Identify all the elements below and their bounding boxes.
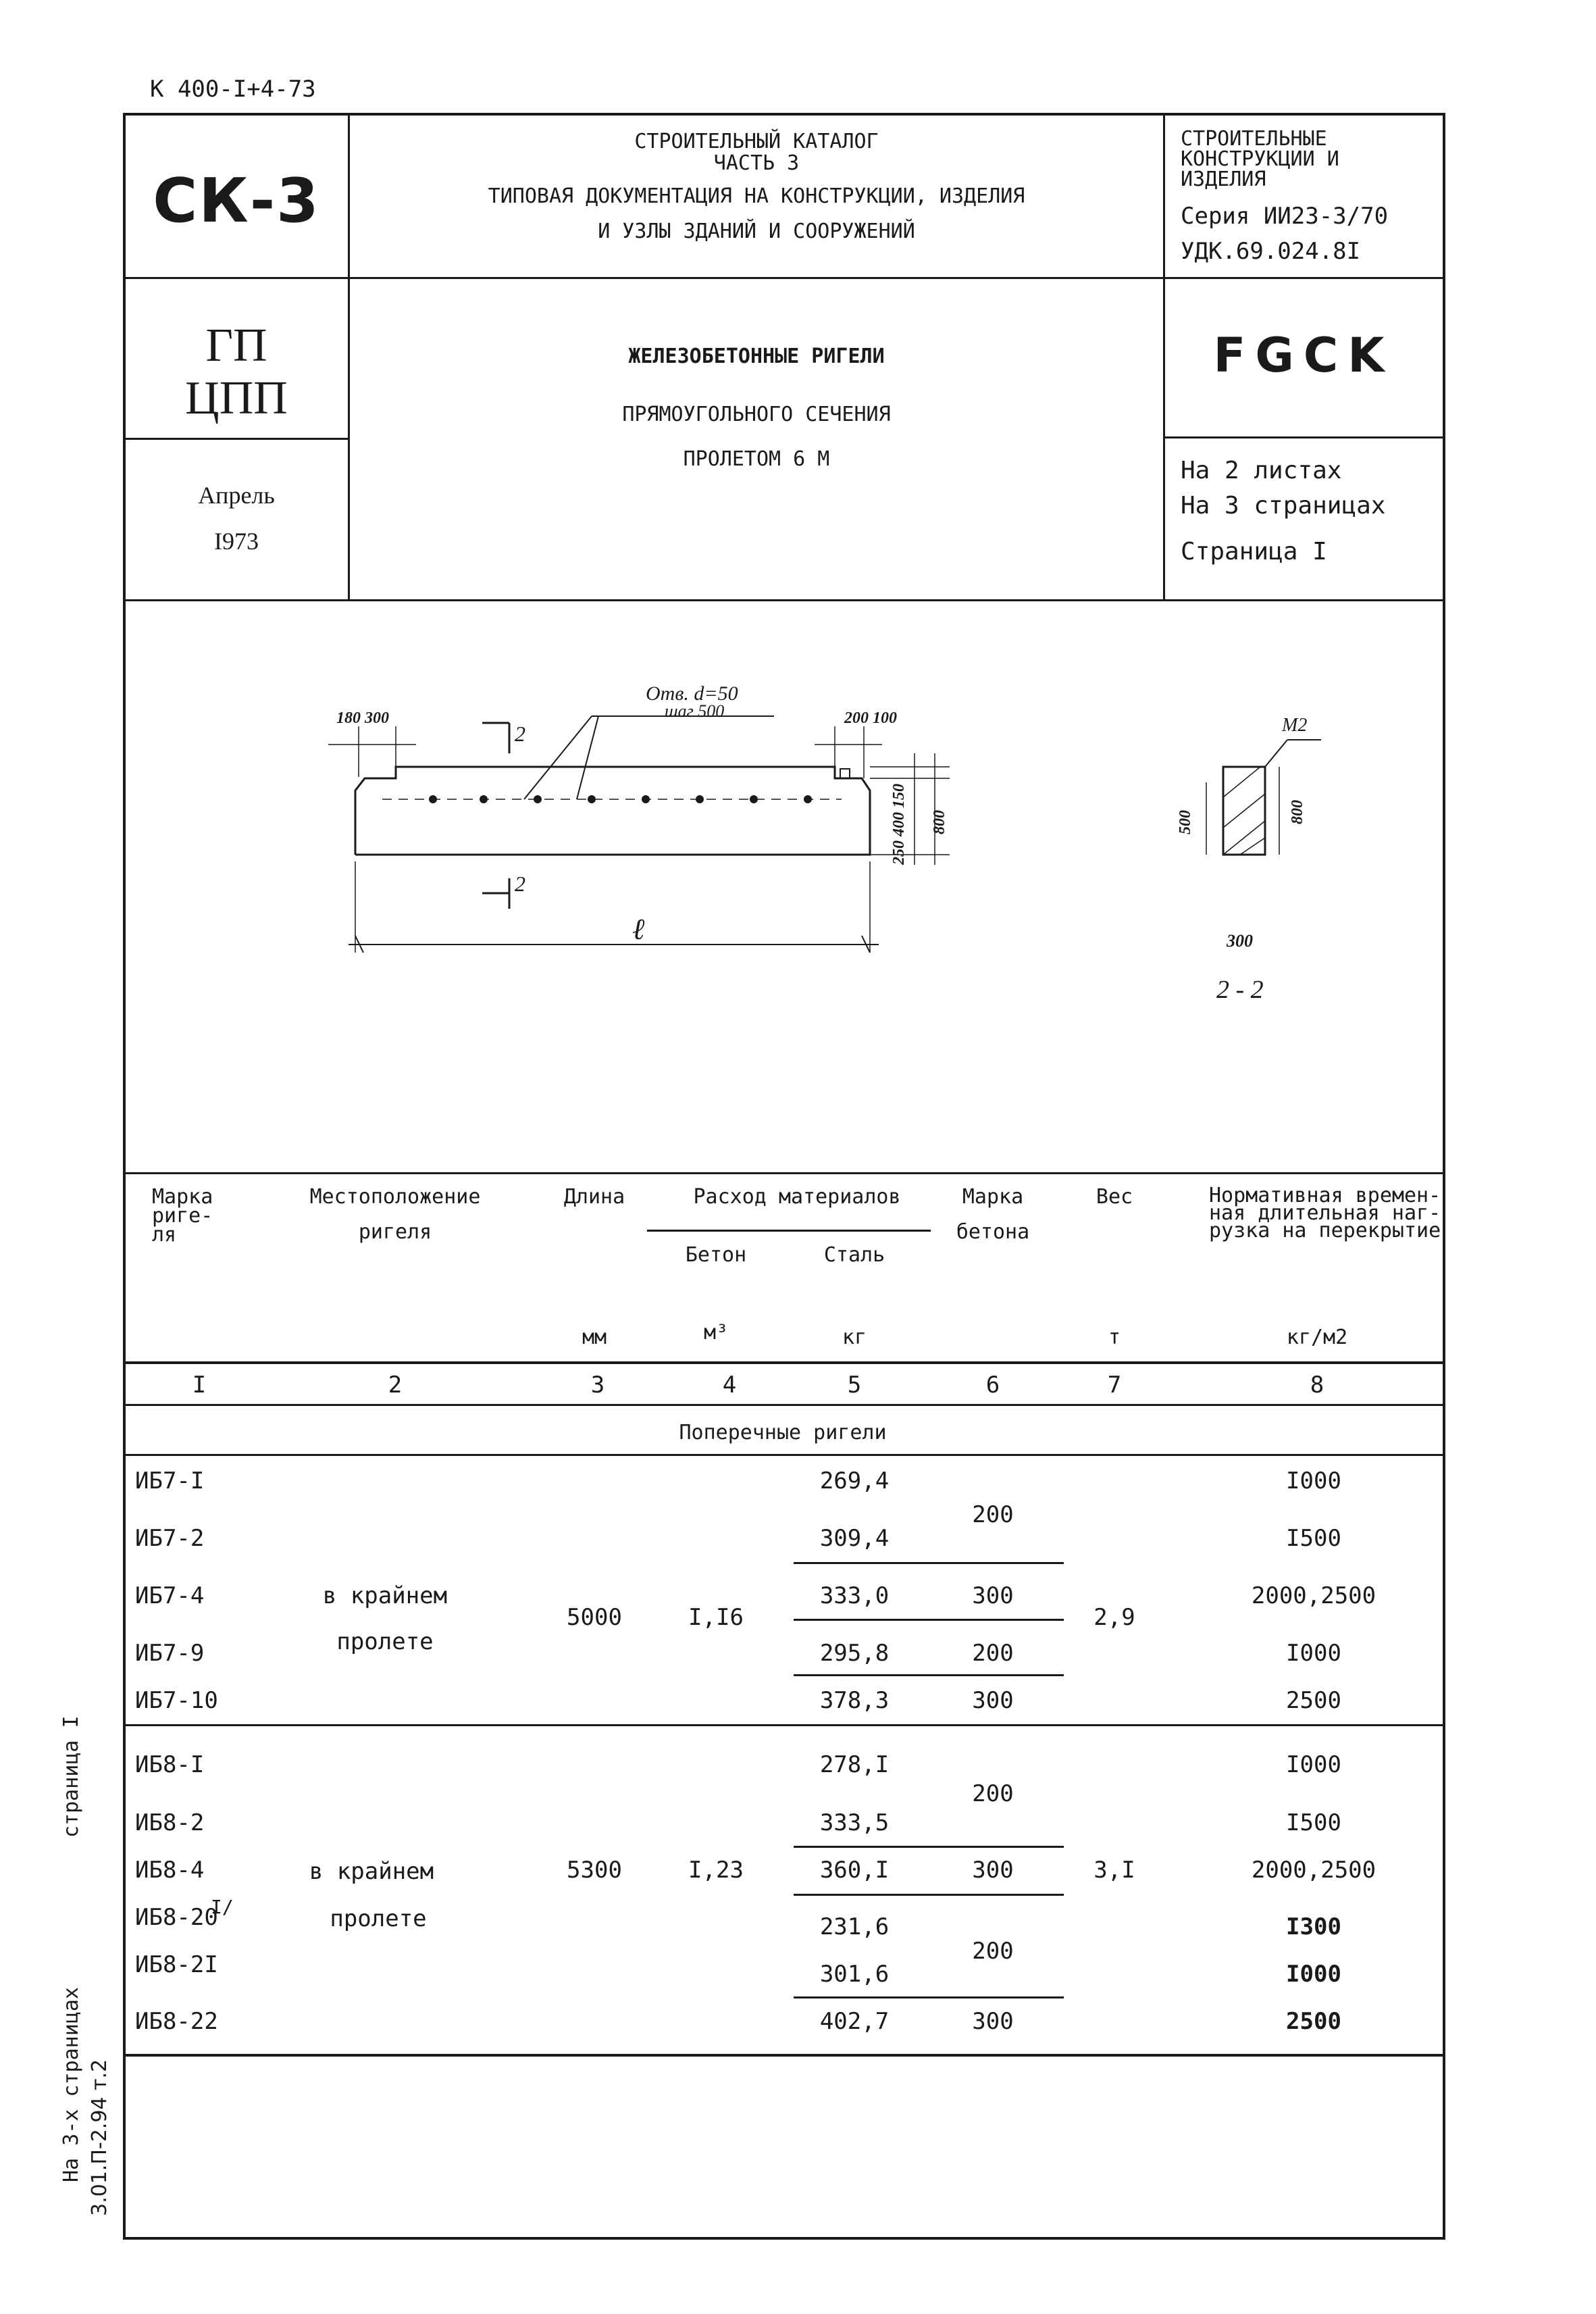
load-cell: I500 xyxy=(1286,1809,1341,1836)
table-top-rule xyxy=(123,1172,1443,1174)
col-number: 5 xyxy=(847,1372,862,1399)
section-title: Поперечные ригели xyxy=(679,1421,887,1444)
section-label: 2 - 2 xyxy=(1216,976,1264,1004)
group-divider-rule xyxy=(123,1724,1443,1726)
catalog-line: СТРОИТЕЛЬНЫЙ КАТАЛОГ xyxy=(634,130,879,153)
col7-header: Вес xyxy=(1096,1185,1133,1209)
catalog-line: И УЗЛЫ ЗДАНИЙ И СООРУЖЕНИЙ xyxy=(598,220,915,243)
cell-underline xyxy=(794,1619,1064,1621)
table-row-mark: ИБ8-22 xyxy=(135,2008,218,2035)
steel-cell: 333,5 xyxy=(819,1809,890,1836)
col-number: 8 xyxy=(1310,1372,1324,1399)
cell-underline xyxy=(794,1674,1064,1676)
series-number: Серия ИИ23-3/70 xyxy=(1181,203,1389,230)
pages-count: На 3 страницах xyxy=(1181,492,1386,520)
document-code: К 400-I+4-73 xyxy=(150,76,316,103)
beam-drawing xyxy=(126,601,1440,1172)
section-width-dim: 300 xyxy=(1227,931,1253,951)
col1-header: ля xyxy=(152,1223,177,1247)
margin-pages-note: На 3-х страницах xyxy=(59,1987,83,2182)
sheets-count: На 2 листах xyxy=(1181,457,1342,484)
col2-header: Местоположение xyxy=(309,1185,481,1209)
load-cell: 2000,2500 xyxy=(1251,1582,1376,1609)
margin-code-note: 3.01.П-2.94 т.2 xyxy=(88,2059,111,2216)
title-line: ПРЯМОУГОЛЬНОГО СЕЧЕНИЯ xyxy=(622,403,891,426)
dim-right-label: 200 100 xyxy=(844,709,897,727)
steel-cell: 402,7 xyxy=(819,2008,890,2035)
load-cell: I000 xyxy=(1286,1961,1341,1988)
table-row-mark: ИБ8-I xyxy=(135,1751,205,1778)
cut-mark-bottom: 2 xyxy=(515,872,525,896)
table-row-mark: ИБ7-4 xyxy=(135,1582,205,1609)
col4-header: Бетон xyxy=(685,1243,747,1267)
concrete-cell: I,I6 xyxy=(688,1604,744,1631)
steel-cell: 278,I xyxy=(819,1751,890,1778)
load-cell: 2000,2500 xyxy=(1251,1857,1376,1884)
table-row-mark: ИБ8-2I xyxy=(135,1951,218,1978)
table-row-mark: ИБ7-10 xyxy=(135,1687,218,1714)
location-cell: пролете xyxy=(336,1628,434,1655)
grade-cell: 300 xyxy=(972,2008,1014,2035)
col8-header: рузка на перекрытие xyxy=(1209,1219,1441,1242)
steel-cell: 333,0 xyxy=(819,1582,890,1609)
document-code-badge: FGCK xyxy=(1213,328,1394,383)
load-cell: I000 xyxy=(1286,1640,1341,1667)
materials-subheader-rule xyxy=(647,1230,931,1232)
cell-underline xyxy=(794,1846,1064,1848)
unit-steel: кг xyxy=(842,1326,867,1349)
header-divider-left xyxy=(348,113,350,599)
col6-header: бетона xyxy=(956,1220,1030,1244)
section-line: КОНСТРУКЦИИ И xyxy=(1181,147,1339,171)
col-number: 6 xyxy=(985,1372,1000,1399)
drawing-area xyxy=(126,601,1440,1172)
steel-cell: 360,I xyxy=(819,1857,890,1884)
units-bottom-rule xyxy=(123,1361,1443,1364)
length-cell: 5300 xyxy=(567,1857,622,1884)
table-row-mark: ИБ7-2 xyxy=(135,1525,205,1552)
cut-mark-top: 2 xyxy=(515,722,525,746)
dim-left-label: 180 300 xyxy=(336,709,389,727)
col2-header: ригеля xyxy=(358,1220,432,1244)
steel-cell: 295,8 xyxy=(819,1640,890,1667)
table-row-mark: ИБ8-20 xyxy=(135,1904,218,1931)
numbers-bottom-rule xyxy=(123,1404,1443,1406)
col8-header: ная длительная наг- xyxy=(1209,1201,1441,1225)
load-cell: 2500 xyxy=(1286,1687,1341,1714)
table-row-mark: ИБ7-9 xyxy=(135,1640,205,1667)
unit-length: мм xyxy=(582,1326,607,1349)
col-number: 4 xyxy=(722,1372,737,1399)
col1-header: риге- xyxy=(152,1204,213,1228)
col8-header: Нормативная времен- xyxy=(1209,1184,1441,1207)
col-number: 3 xyxy=(590,1372,605,1399)
col-number: I xyxy=(192,1372,207,1399)
steel-cell: 269,4 xyxy=(819,1467,890,1494)
title-line: ЖЕЛЕЗОБЕТОННЫЕ РИГЕЛИ xyxy=(628,345,885,368)
right-cell-rule xyxy=(1163,436,1443,438)
load-cell: I000 xyxy=(1286,1467,1341,1494)
load-cell: I000 xyxy=(1286,1751,1341,1778)
catalog-line: ЧАСТЬ 3 xyxy=(713,151,800,175)
load-cell: 2500 xyxy=(1286,2008,1341,2035)
date-year: I973 xyxy=(214,528,259,555)
location-cell: в крайнем xyxy=(322,1582,448,1609)
location-cell: пролете xyxy=(330,1905,427,1932)
location-cell: в крайнем xyxy=(309,1858,434,1885)
section-title-rule xyxy=(123,1454,1443,1456)
title-line: ПРОЛЕТОМ 6 М xyxy=(683,447,830,471)
catalog-logo: СК-3 xyxy=(153,166,320,236)
grade-cell: 200 xyxy=(972,1501,1014,1528)
grade-cell: 200 xyxy=(972,1780,1014,1807)
col-number: 2 xyxy=(388,1372,403,1399)
header-bottom-rule xyxy=(123,277,1443,279)
table-row-mark: ИБ8-4 xyxy=(135,1857,205,1884)
section-height-dim: 800 xyxy=(1289,800,1306,824)
table-row-mark: ИБ7-I xyxy=(135,1467,205,1494)
col1-header: Марка xyxy=(152,1185,213,1209)
load-cell: I300 xyxy=(1286,1913,1341,1940)
concrete-cell: I,23 xyxy=(688,1857,744,1884)
margin-page-note: страница I xyxy=(59,1715,83,1838)
col45-header: Расход материалов xyxy=(693,1185,901,1209)
table-row-mark: ИБ8-2 xyxy=(135,1809,205,1836)
table-bottom-rule xyxy=(123,2054,1443,2057)
length-cell: 5000 xyxy=(567,1604,622,1631)
beam-outline xyxy=(355,767,870,855)
cell-underline xyxy=(794,1894,1064,1896)
unit-load: кг/м2 xyxy=(1286,1326,1348,1349)
height-label: 800 xyxy=(931,810,948,834)
catalog-line: ТИПОВАЯ ДОКУМЕНТАЦИЯ НА КОНСТРУКЦИИ, ИЗДЕЛИЯ xyxy=(488,184,1025,208)
unit-weight: т xyxy=(1108,1326,1121,1349)
section-left-dim: 500 xyxy=(1177,810,1194,834)
section-ref-label: М2 xyxy=(1282,715,1308,736)
steel-cell: 378,3 xyxy=(819,1687,890,1714)
footnote-mark: I/ xyxy=(211,1896,234,1918)
cell-underline xyxy=(794,1996,1064,1998)
holes-step-label: шаг 500 xyxy=(665,701,725,721)
grade-cell: 200 xyxy=(972,1640,1014,1667)
weight-cell: 2,9 xyxy=(1093,1604,1135,1631)
grade-cell: 300 xyxy=(972,1582,1014,1609)
cell-underline xyxy=(794,1562,1064,1564)
weight-cell: 3,I xyxy=(1093,1857,1135,1884)
unit-concrete: м³ xyxy=(703,1321,729,1344)
col5-header: Сталь xyxy=(823,1243,885,1267)
length-label: ℓ xyxy=(632,913,645,946)
udk-number: УДК.69.024.8I xyxy=(1181,238,1361,265)
section-line: СТРОИТЕЛЬНЫЕ xyxy=(1181,127,1327,151)
col3-header: Длина xyxy=(563,1185,625,1209)
holes-label: Отв. d=50 xyxy=(646,682,738,705)
side-dims-label: 250 400 150 xyxy=(890,784,908,865)
org-name-line: ГП xyxy=(205,320,267,372)
left-cell-rule xyxy=(123,438,350,440)
page-number: Страница I xyxy=(1181,538,1327,565)
grade-cell: 300 xyxy=(972,1857,1014,1884)
hole-markers xyxy=(429,795,812,803)
grade-cell: 200 xyxy=(972,1938,1014,1965)
steel-cell: 231,6 xyxy=(819,1913,890,1940)
section-line: ИЗДЕЛИЯ xyxy=(1181,168,1266,191)
load-cell: I500 xyxy=(1286,1525,1341,1552)
col6-header: Марка xyxy=(962,1185,1024,1209)
col-number: 7 xyxy=(1107,1372,1122,1399)
steel-cell: 301,6 xyxy=(819,1961,890,1988)
grade-cell: 300 xyxy=(972,1687,1014,1714)
org-name-line: ЦПП xyxy=(185,372,288,424)
date-month: Апрель xyxy=(198,482,275,509)
steel-cell: 309,4 xyxy=(819,1525,890,1552)
